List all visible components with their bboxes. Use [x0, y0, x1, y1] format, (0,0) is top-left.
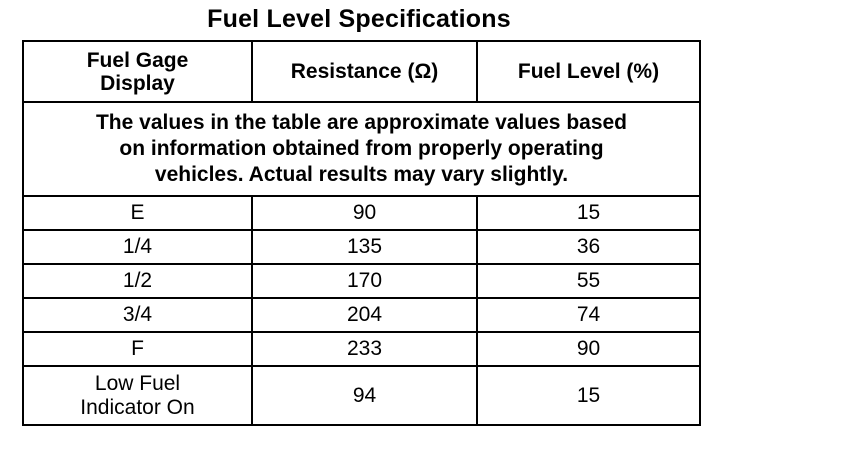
cell-display: 1/4: [23, 230, 252, 264]
low-fuel-line2: Indicator On: [80, 395, 195, 419]
table-note: [23, 102, 700, 196]
header-fuel-gage-display: [23, 41, 252, 102]
cell-fuel-level: 15: [477, 196, 700, 230]
cell-resistance: 170: [252, 264, 477, 298]
table-row: [23, 264, 700, 298]
cell-display: 1/2: [23, 264, 252, 298]
cell-display: 3/4: [23, 298, 252, 332]
cell-fuel-level: 74: [477, 298, 700, 332]
table-row: [23, 332, 700, 366]
page-title: Fuel Level Specifications: [207, 5, 511, 33]
cell-fuel-level: 90: [477, 332, 700, 366]
table-row: [23, 298, 700, 332]
cell-resistance: 204: [252, 298, 477, 332]
cell-resistance: 94: [252, 366, 477, 425]
cell-fuel-level: 36: [477, 230, 700, 264]
cell-resistance: 90: [252, 196, 477, 230]
cell-fuel-level: 15: [477, 366, 700, 425]
table-row: [23, 230, 700, 264]
cell-resistance: 135: [252, 230, 477, 264]
header-display-line2: Display: [100, 71, 175, 95]
note-line3: vehicles. Actual results may vary slightly.: [154, 163, 569, 186]
cell-display: E: [23, 196, 252, 230]
cell-resistance: 233: [252, 332, 477, 366]
table-row-low-fuel: [23, 366, 700, 425]
low-fuel-line1: Low Fuel: [94, 371, 181, 395]
cell-display: F: [23, 332, 252, 366]
fuel-level-table: [22, 40, 701, 426]
note-line1: The values in the table are approximate values based: [95, 111, 628, 134]
table-header-row: [23, 41, 700, 102]
header-display-line1: Fuel Gage: [86, 48, 189, 72]
header-fuel-level: Fuel Level (%): [477, 41, 700, 102]
table-row: [23, 196, 700, 230]
note-row: [23, 102, 700, 196]
cell-display: [23, 366, 252, 425]
note-line2: on information obtained from properly operating: [119, 137, 604, 160]
cell-fuel-level: 55: [477, 264, 700, 298]
header-resistance: Resistance (Ω): [252, 41, 477, 102]
